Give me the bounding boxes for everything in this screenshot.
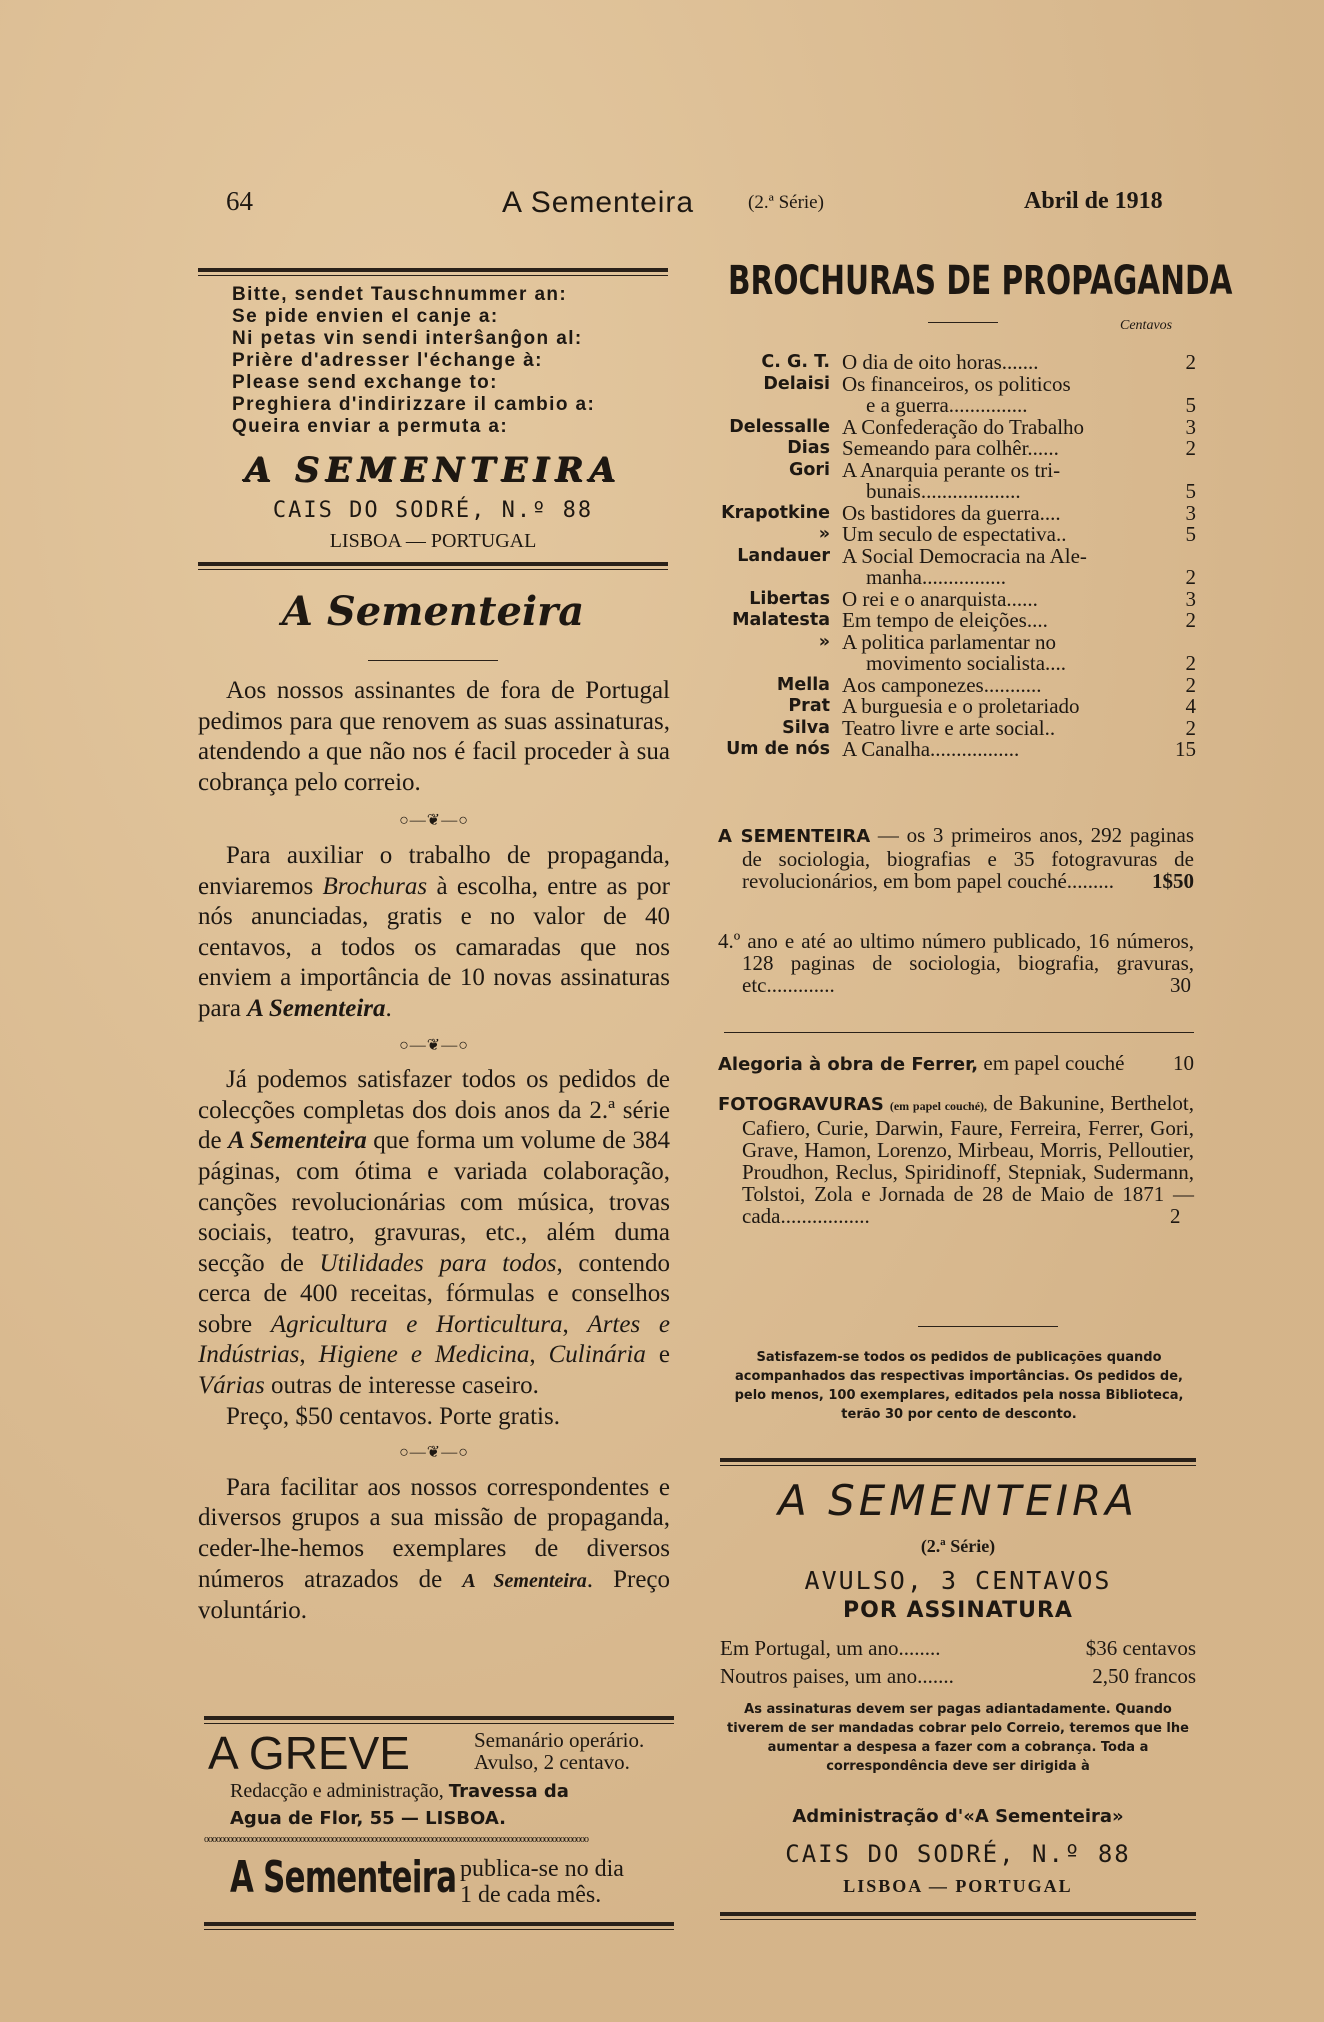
brochure-price: 3 [1185, 586, 1196, 611]
exchange-line: Preghiera d'indirizzare il cambio a: [232, 394, 596, 415]
page-header [0, 180, 1324, 230]
brochure-author: Libertas [749, 588, 830, 609]
foto-small: (em papel couché), [889, 1099, 988, 1113]
footer-text-2: 1 de cada mês. [460, 1882, 602, 1908]
brochure-row [718, 460, 1196, 503]
text-span: Para facilitar aos nossos correspondentes e diversos grupos a sua missão de propaganda, ceder-lhe-hemos exemplares de diversos números atrazados de [198, 1473, 670, 1593]
brochure-author: » [818, 524, 830, 544]
brochure-row [718, 718, 1196, 740]
exchange-line: Please send exchange to: [232, 372, 498, 393]
section-em: Artes e Indústrias [198, 1310, 671, 1369]
brochure-title [842, 438, 1142, 460]
greve-sub1: Semanário operário. [474, 1728, 645, 1752]
journal-name: A Sementeira [247, 994, 386, 1022]
offer-price: 1$50 [1152, 869, 1194, 893]
brochure-author: C. G. T. [761, 352, 830, 372]
text-span: . Preço voluntário. [198, 1565, 671, 1625]
brochure-price: 2 [1185, 672, 1196, 697]
brochure-author: » [818, 631, 830, 652]
page-number: 64 [226, 186, 253, 216]
brochure-title [842, 500, 1142, 525]
brochure-price: 2 [1185, 651, 1196, 675]
brochure-price: 5 [1185, 522, 1196, 546]
brochure-price: 3 [1185, 414, 1196, 439]
exchange-line: Queira enviar a permuta a: [232, 416, 509, 437]
paragraph-back-issues [198, 1473, 670, 1627]
brochure-title [842, 739, 1142, 761]
issue-date: Abril de 1918 [1024, 188, 1163, 214]
exchange-line: Ni petas vin sendi interŝanĝon al: [232, 328, 583, 349]
brochure-row [718, 546, 1196, 589]
brochuras-table [718, 352, 1196, 761]
brochure-title-line: Os financeiros, os politicos [842, 371, 1071, 396]
alegoria-title: Alegoria à obra de Ferrer, [718, 1054, 979, 1075]
brochure-title [842, 371, 1142, 417]
brochure-title [842, 610, 1142, 632]
brochure-title-line: O rei e o anarquista...... [842, 586, 1038, 611]
subscription-bottom-rule [720, 1912, 1196, 1920]
text-span: , contendo cerca de 400 receitas, fórmulas e conselhos sobre [198, 1249, 671, 1338]
exchange-bottom-rule [198, 562, 668, 570]
foto-title: FOTOGRAVURAS [718, 1094, 884, 1115]
brochure-author: Landauer [737, 545, 830, 566]
brochure-title-line: Aos camponezes........... [842, 672, 1042, 697]
brochure-row [718, 610, 1196, 632]
brochure-title-line: e a guerra............... [866, 393, 1028, 417]
brochure-title-line: A burguesia e o proletariado [842, 694, 1080, 718]
row-label: Em Portugal, um ano........ [720, 1636, 941, 1660]
footer-title: A Sementeira [230, 1852, 457, 1903]
brochure-title-line: A politica parlamentar no [842, 629, 1057, 654]
text-span: outras de interesse caseiro. [264, 1372, 539, 1400]
exchange-line: Bitte, sendet Tauschnummer an: [232, 284, 568, 305]
brochure-title-line: A Canalha................. [842, 737, 1020, 761]
brochure-title-line: A Social Democracia na Ale- [842, 543, 1087, 568]
paragraph-renewal [198, 676, 670, 798]
subscription-por: POR ASSINATURA [843, 1598, 1073, 1623]
brochure-author: Dias [787, 438, 830, 458]
brochure-author: Um de nós [726, 739, 830, 759]
ornament-divider: ○—❦—○ [399, 1444, 469, 1462]
brochure-author: Gori [788, 459, 830, 480]
brochure-author: Delaisi [763, 373, 830, 394]
journal-name: A Sementeira [462, 1569, 587, 1592]
brochure-price: 2 [1185, 608, 1196, 632]
price-line: Preço, $50 centavos. Porte gratis. [226, 1402, 560, 1430]
brochure-title-line: Teatro livre e arte social.. [842, 715, 1056, 740]
brochuras-heading: BROCHURAS DE PROPAGANDA [728, 258, 1233, 304]
exchange-top-rule [198, 268, 668, 276]
greve-address [230, 1778, 569, 1832]
brochure-row [718, 352, 1196, 374]
left-text [198, 676, 670, 1627]
brochure-title-line: bunais................... [866, 479, 1021, 503]
brochure-title [842, 414, 1142, 439]
brochure-row [718, 417, 1196, 439]
brochure-author: Krapotkine [721, 502, 830, 523]
subscription-address: CAIS DO SODRÉ, N.º 88 [785, 1840, 1131, 1868]
orders-notice: Satisfazem-se todos os pedidos de publicações quando acompanhados das respectivas importâncias. Os pedidos de, pelo menos, 100 exemplares, editados pela nossa Biblioteca, terão 30 por cento de desconto. [734, 1350, 1184, 1422]
brochure-price: 5 [1185, 479, 1196, 503]
brochure-price: 2 [1185, 715, 1196, 740]
brochure-title-line: manha................ [866, 565, 1006, 589]
brochure-title-line: movimento socialista.... [866, 651, 1067, 675]
brochure-title-line: Em tempo de eleições.... [842, 608, 1048, 632]
brochure-author: Silva [782, 717, 830, 738]
offer-text: 4.º ano e até ao ultimo número publicado, 16 números, 128 paginas de sociologia, biografia, gravuras, etc............. [718, 929, 1194, 997]
section-em: Várias [198, 1372, 265, 1400]
text-span: Para auxiliar o trabalho de propaganda, enviaremos [198, 841, 670, 900]
brochure-price: 2 [1185, 565, 1196, 589]
brochure-title [842, 524, 1142, 546]
subscription-series: (2.ª Série) [920, 1536, 996, 1556]
brochure-price: 2 [1185, 436, 1196, 460]
brochure-title [842, 457, 1142, 503]
brochure-title [842, 629, 1142, 675]
offer-sementeira [718, 824, 1194, 892]
chain-border: oooooooooooooooooooooooooooooooooooooooooooooooooooooooooooooooooooooooooooooooooooooooooooooooo [204, 1836, 588, 1844]
greve-street: Travessa da [448, 1781, 569, 1802]
section-em: Utilidades para todos [319, 1249, 557, 1277]
brochure-title-line: A Anarquia perante os tri- [842, 457, 1061, 482]
exchange-box [232, 284, 706, 438]
brochure-title-line: Os bastidores da guerra.... [842, 500, 1061, 525]
text-span: que forma um volume de 384 páginas, com ótima e variada colaboração, canções revolucionárias com música, trovas sociais, teatro, gravuras, etc., além duma secção de [198, 1127, 670, 1277]
brochuras-em: Brochuras [322, 872, 428, 900]
journal-name: A Sementeira [228, 1127, 367, 1155]
offer-fotogravuras: FOTOGRAVURAS (em papel couché), de Bakunine, Berthelot, Cafiero, Curie, Darwin, Faure, Ferreira, Ferrer, Gori, Grave, Hamon, Lorenzo, Mirbeau, Morris, Pelloutier, Proudhon, Reclus, Spiridinoff, Stepniak, Sudermann, Tolstoi, Zola e Jornada de 28 de Maio de 1871 — cada................. 2 [718, 1091, 1194, 1228]
brochure-author: Malatesta [732, 610, 830, 630]
greve-top-rule [204, 1716, 674, 1724]
text-span: Já podemos satisfazer todos os pedidos de colecções completas dos dois anos da 2.ª série de [198, 1066, 670, 1155]
brochure-price: 3 [1185, 500, 1196, 525]
section-em: Agricultura e Horticultura [270, 1310, 563, 1338]
alegoria-price: 10 [1173, 1051, 1194, 1075]
text-span: à escolha, entre as por nós anunciadas, gratis e no valor de 40 centavos, a todos os camaradas que nos enviem a importância de 10 novas assinaturas para [198, 872, 670, 1022]
exchange-address: CAIS DO SODRÉ, N.º 88 [272, 498, 594, 523]
ornament-divider: ○—❦—○ [399, 812, 469, 830]
brochure-row [718, 696, 1196, 718]
subscription-row-abroad [720, 1664, 1196, 1689]
row-price: $36 centavos [1085, 1636, 1196, 1660]
subscription-row-portugal [720, 1636, 1196, 1661]
brochure-price: 4 [1185, 694, 1196, 718]
offer-4ano: 4.º ano e até ao ultimo número publicado, 16 números, 128 paginas de sociologia, biografia, gravuras, etc............. 30 [718, 929, 1194, 997]
greve-redaccao: Redacção e administração, [230, 1780, 449, 1802]
subscription-admin: Administração d'«A Sementeira» [792, 1806, 1124, 1827]
brochure-row [718, 632, 1196, 675]
brochure-title [842, 586, 1142, 611]
exchange-line: Prière d'adresser l'échange à: [232, 350, 543, 371]
brochure-title-line: O dia de oito horas....... [842, 350, 1039, 374]
offer-title: A SEMENTEIRA [718, 826, 871, 847]
offer-alegoria [718, 1052, 1194, 1076]
text-span: . [385, 994, 392, 1022]
brochure-author: Mella [776, 674, 830, 695]
exchange-line: Se pide envien el canje a: [232, 306, 499, 327]
brochure-title-line: Um seculo de espectativa.. [842, 522, 1067, 546]
paragraph-propaganda [198, 841, 670, 1025]
text-span: e [645, 1341, 670, 1369]
notice-top-dash [918, 1326, 1058, 1327]
greve-sub2: Avulso, 2 centavo. [474, 1750, 630, 1774]
brochure-row [718, 739, 1196, 761]
brochure-author: Delessalle [729, 416, 830, 437]
brochure-title-line: Semeando para colhêr...... [842, 436, 1059, 460]
exchange-name: A SEMENTEIRA [244, 450, 622, 490]
subscription-note: As assinaturas devem ser pagas adiantadamente. Quando tiverem de ser mandadas cobrar pelo Correio, teremos que lhe aumentar a despesa a fazer com a cobrança. Toda a correspondência deve ser dirigida à [727, 1702, 1189, 1774]
currency-label: Centavos [1120, 318, 1173, 333]
brochure-title [842, 696, 1142, 718]
brochure-row [718, 589, 1196, 611]
subscription-city: LISBOA — PORTUGAL [843, 1876, 1073, 1896]
brochure-author: Prat [788, 696, 830, 716]
text-span: , [529, 1341, 549, 1369]
greve-street-2: Agua de Flor, 55 — LISBOA. [230, 1808, 506, 1829]
brochure-row [718, 524, 1196, 546]
brochure-row [718, 438, 1196, 460]
exchange-city: LISBOA — PORTUGAL [329, 530, 537, 552]
section-em: Higiene e Medicina [318, 1341, 530, 1369]
ornament-divider: ○—❦—○ [399, 1036, 469, 1054]
offer-text: — os 3 primeiros anos, 292 paginas de sociologia, biografias e 35 fotogravuras de revolucionários, em bom papel couché......... [742, 823, 1194, 893]
series-label: (2.ª Série) [748, 192, 824, 213]
brochure-title [842, 352, 1142, 374]
footer-bottom-rule [204, 1922, 674, 1930]
row-price: 2,50 francos [1092, 1664, 1196, 1688]
section-em: Culinária [548, 1341, 646, 1369]
brochure-title-line: A Confederação do Trabalho [842, 414, 1085, 439]
text-span: , [562, 1310, 588, 1338]
row-label: Noutros paises, um ano....... [720, 1664, 954, 1688]
heading-dash [928, 322, 998, 323]
brochure-price: 5 [1185, 393, 1196, 417]
subscription-title: A SEMENTEIRA [778, 1476, 1138, 1525]
foto-text: de Bakunine, Berthelot, Cafiero, Curie, Darwin, Faure, Ferreira, Ferrer, Gori, Grave, Hamon, Lorenzo, Mirbeau, Morris, Pelloutier, Proudhon, Reclus, Spiridinoff, Stepniak, Sudermann, Tolstoi, Zola e Jornada de 28 de Maio de 1871 — cada................. [742, 1091, 1194, 1228]
subscription-avulso: AVULSO, 3 CENTAVOS [804, 1566, 1112, 1595]
text-span: , [299, 1341, 319, 1369]
brochure-row [718, 503, 1196, 525]
greve-title: A GREVE [208, 1727, 410, 1779]
brochure-title [842, 715, 1142, 740]
paragraph-collections [198, 1065, 670, 1402]
renewal-text: Aos nossos assinantes de fora de Portugal pedimos para que renovem as suas assinaturas, atendendo a que não nos é facil proceder à sua cobrança pelo correio. [198, 677, 670, 796]
brochure-title [842, 672, 1142, 697]
subscription-top-rule [720, 1458, 1196, 1466]
logo-underline [368, 660, 498, 661]
brochure-price: 2 [1185, 350, 1196, 374]
offers-separator [724, 1032, 1194, 1033]
brochure-row [718, 374, 1196, 417]
brochure-price: 15 [1175, 737, 1196, 761]
brochure-title [842, 543, 1142, 589]
footer-text-1: publica-se no dia [460, 1856, 624, 1882]
alegoria-text: em papel couché [978, 1051, 1125, 1075]
journal-title: A Sementeira [502, 186, 695, 219]
sementeira-logo: A Sementeira [281, 588, 585, 635]
brochure-row [718, 675, 1196, 697]
